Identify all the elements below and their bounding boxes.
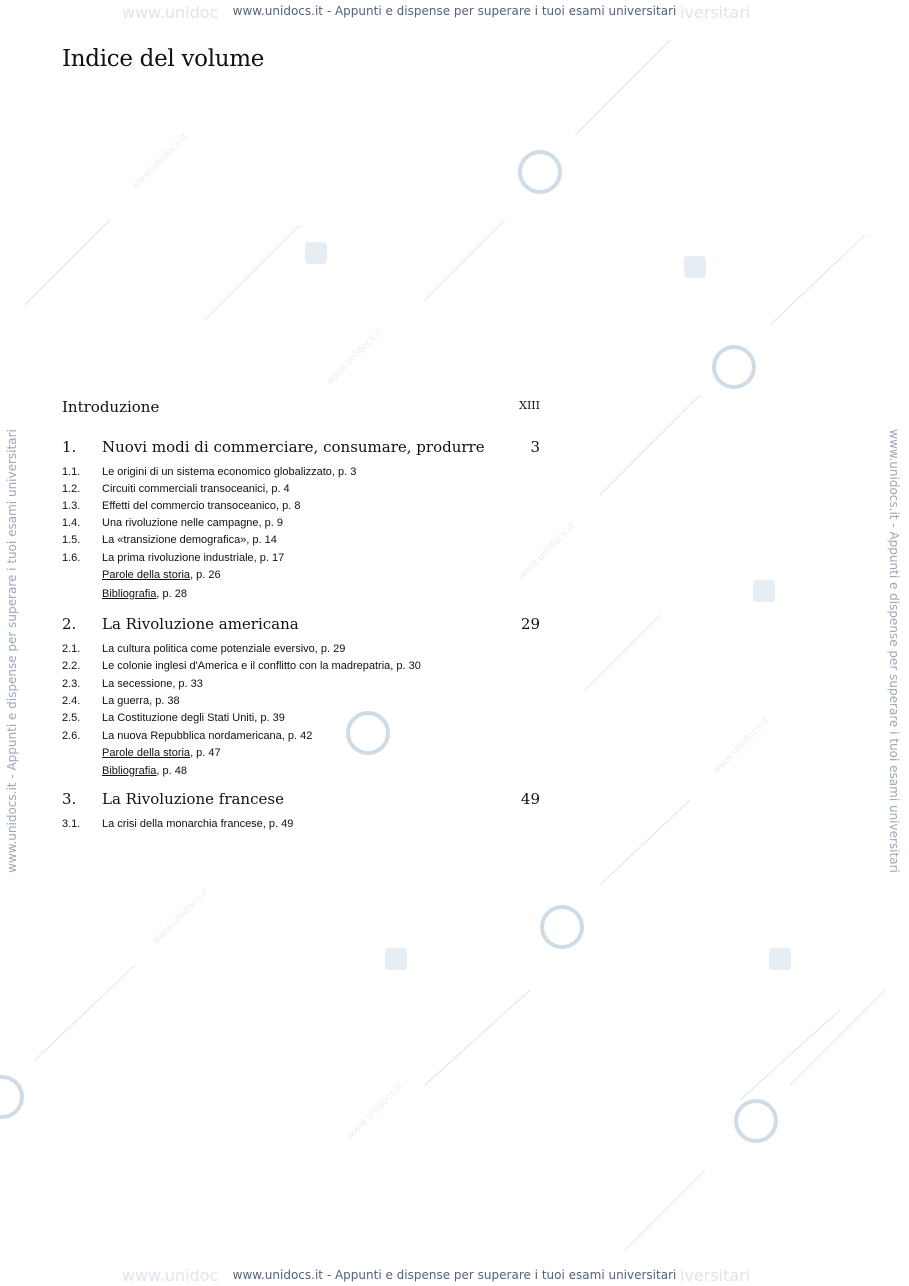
page-title: Indice del volume [62,46,265,72]
extra-entry [102,764,187,779]
section-text: La crisi della monarchia francese, p. 49 [102,818,294,830]
extra-page: , p. 47 [190,747,221,759]
section-text: Le colonie inglesi d'America e il conflitto con la madrepatria, p. 30 [102,660,421,672]
bibliografia-link[interactable]: Bibliografia [102,588,157,600]
toc-intro-row[interactable] [62,398,540,420]
section-text: La guerra, p. 38 [102,695,180,707]
toc-chapter-row[interactable] [62,615,540,637]
toc-extra-row[interactable] [62,587,542,602]
section-text: La prima rivoluzione industriale, p. 17 [102,552,285,564]
section-text: La Costituzione degli Stati Uniti, p. 39 [102,712,285,724]
chapter-page: 3 [530,438,540,456]
section-number: 2.4. [62,695,81,707]
parole-della-storia-link[interactable]: Parole della storia [102,569,191,581]
chapter-number: 2. [62,615,77,633]
toc-extra-row[interactable] [62,568,542,583]
section-number: 2.6. [62,730,81,742]
section-number: 1.3. [62,500,81,512]
toc-extra-row[interactable] [62,764,542,779]
toc-section-row[interactable] [62,677,542,692]
section-number: 1.5. [62,534,81,546]
toc-chapter-row[interactable] [62,438,540,460]
toc-section-row[interactable] [62,533,542,548]
chapter-page: 29 [520,615,540,633]
diagonal-watermark-text: www.unidocs.it [129,131,191,193]
toc-section-row[interactable] [62,711,542,726]
extra-entry [102,568,221,583]
section-number: 1.6. [62,552,81,564]
section-number: 1.2. [62,483,81,495]
watermark-banner-top: www.unidocs.it - Appunti e dispense per superare i tuoi esami universitari [232,4,677,18]
watermark-ghost-left: www.unidoc [122,1266,219,1285]
chapter-title: La Rivoluzione americana [102,615,299,633]
chapter-number: 3. [62,790,77,808]
extra-entry [102,587,187,602]
toc-section-row[interactable] [62,659,542,674]
section-number: 2.2. [62,660,81,672]
toc-section-row[interactable] [62,499,542,514]
toc-intro-label: Introduzione [62,398,160,416]
watermark-side-right: www.unidocs.it - Appunti e dispense per superare i tuoi esami universitari [887,429,901,873]
section-text: La cultura politica come potenziale eversivo, p. 29 [102,643,346,655]
toc-intro-page: XIII [519,399,540,412]
section-number: 2.5. [62,712,81,724]
watermark-ghost-left: www.unidoc [122,3,219,22]
toc-section-row[interactable] [62,694,542,709]
toc-section-row[interactable] [62,516,542,531]
diagonal-watermark-text: www.unidocs.it [324,326,386,388]
toc-section-row[interactable] [62,465,542,480]
watermark-banner-bottom: www.unidocs.it - Appunti e dispense per superare i tuoi esami universitari [232,1268,677,1282]
toc-section-row[interactable] [62,817,542,832]
diagonal-watermark-text: www.unidocs.it [710,715,772,777]
watermark-ghost-right: iversitari [680,1266,751,1285]
section-text: Circuiti commerciali transoceanici, p. 4 [102,483,290,495]
section-text: Effetti del commercio transoceanico, p. 8 [102,500,301,512]
extra-entry [102,746,221,761]
section-number: 2.3. [62,678,81,690]
section-text: La «transizione demografica», p. 14 [102,534,277,546]
chapter-title: Nuovi modi di commerciare, consumare, produrre [102,438,485,456]
section-text: La secessione, p. 33 [102,678,203,690]
diagonal-watermark-text: www.unidocs.it [344,1081,406,1143]
section-number: 1.4. [62,517,81,529]
chapter-page: 49 [520,790,540,808]
section-text: Una rivoluzione nelle campagne, p. 9 [102,517,284,529]
extra-page: , p. 48 [156,765,187,777]
section-number: 1.1. [62,466,81,478]
chapter-title: La Rivoluzione francese [102,790,284,808]
bibliografia-link[interactable]: Bibliografia [102,765,157,777]
parole-della-storia-link[interactable]: Parole della storia [102,747,191,759]
toc-chapter-row[interactable] [62,790,540,812]
extra-page: , p. 28 [156,588,187,600]
watermark-side-left: www.unidocs.it - Appunti e dispense per superare i tuoi esami universitari [5,429,19,873]
section-number: 3.1. [62,818,81,830]
extra-page: , p. 26 [190,569,221,581]
section-text: La nuova Repubblica nordamericana, p. 42 [102,730,313,742]
toc-section-row[interactable] [62,729,542,744]
section-number: 2.1. [62,643,81,655]
diagonal-watermark-text: www.unidocs.it [516,521,578,583]
toc-section-row[interactable] [62,482,542,497]
watermark-ghost-right: iversitari [680,3,751,22]
toc-section-row[interactable] [62,642,542,657]
section-text: Le origini di un sistema economico globalizzato, p. 3 [102,466,357,478]
toc-section-row[interactable] [62,551,542,566]
chapter-number: 1. [62,438,77,456]
toc-extra-row[interactable] [62,746,542,761]
diagonal-watermark-text: www.unidocs.it [150,886,212,948]
